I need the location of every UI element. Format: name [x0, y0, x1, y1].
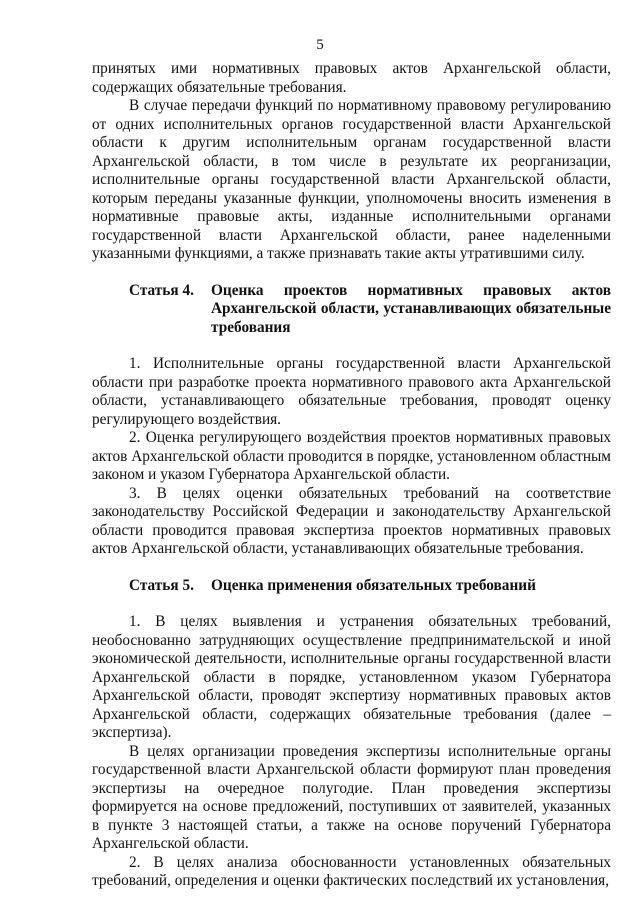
article-5-item-1: 1. В целях выявления и устранения обязательных требований, необоснованно затрудняющих осуществление предпринимательской и иной экономической деятельности, исполнительные органы государственной власти Архангельской области в порядке, установленном указом Губернатора Архангельской области, проводят экспертизу нормативных правовых актов Архангельской области, содержащих обязательные требования (далее – экспертиза).: [92, 613, 611, 741]
article-4-item-3: 3. В целях оценки обязательных требований на соответствие законодательству Российской Федерации и законодательству Архангельской области проводится правовая экспертиза проектов нормативных правовых актов Архангельской области, устанавливающих обязательные требования.: [92, 484, 611, 557]
article-5-plan-paragraph: В целях организации проведения экспертизы исполнительные органы государственной власти Архангельской области формируют план проведения экспертизы на очередное полугодие. План проведения экспертизы формируется на основе предложений, поступивших от заявителей, указанных в пункте 3 настоящей статьи, а также на основе поручений Губернатора Архангельской области.: [92, 742, 611, 852]
paragraph-continuation: принятых ими нормативных правовых актов Архангельской области, содержащих обязательные требования.: [92, 60, 611, 96]
article-4-item-2: 2. Оценка регулирующего воздействия проектов нормативных правовых актов Архангельской области проводится в порядке, установленном областным законом и указом Губернатора Архангельской области.: [92, 429, 611, 483]
article-4-number: Статья 4.: [129, 281, 194, 299]
article-4-item-1: 1. Исполнительные органы государственной власти Архангельской области при разработке проекта нормативного правового акта Архангельской области, устанавливающего обязательные требования, проводят оценку регулирующего воздействия.: [92, 355, 611, 428]
article-5-number: Статья 5.: [129, 576, 194, 594]
page-number: 5: [316, 37, 324, 53]
article-5-item-2: 2. В целях анализа обоснованности установленных обязательных требований, определения и оценки фактических последствий их установления,: [92, 853, 611, 889]
document-body: [92, 60, 611, 891]
article-4-heading: [92, 282, 611, 338]
article-5-heading: [92, 577, 611, 596]
article-5-title: Оценка применения обязательных требований: [211, 576, 536, 594]
paragraph-function-transfer: В случае передачи функций по нормативному правовому регулированию от одних исполнительных органов государственной власти Архангельской области к другим исполнительным органам государственной власти Архангельской области, в том числе в результате их реорганизации, исполнительные органы государственной власти Архангельской области, которым переданы указанные функции, уполномочены вносить изменения в нормативные правовые акты, изданные исполнительными органами государственной власти Архангельской области, ранее наделенными указанными функциями, а также признавать такие акты утратившими силу.: [92, 97, 611, 262]
article-4-title: Оценка проектов нормативных правовых актов Архангельской области, устанавливающих обязательные требования: [211, 281, 611, 336]
